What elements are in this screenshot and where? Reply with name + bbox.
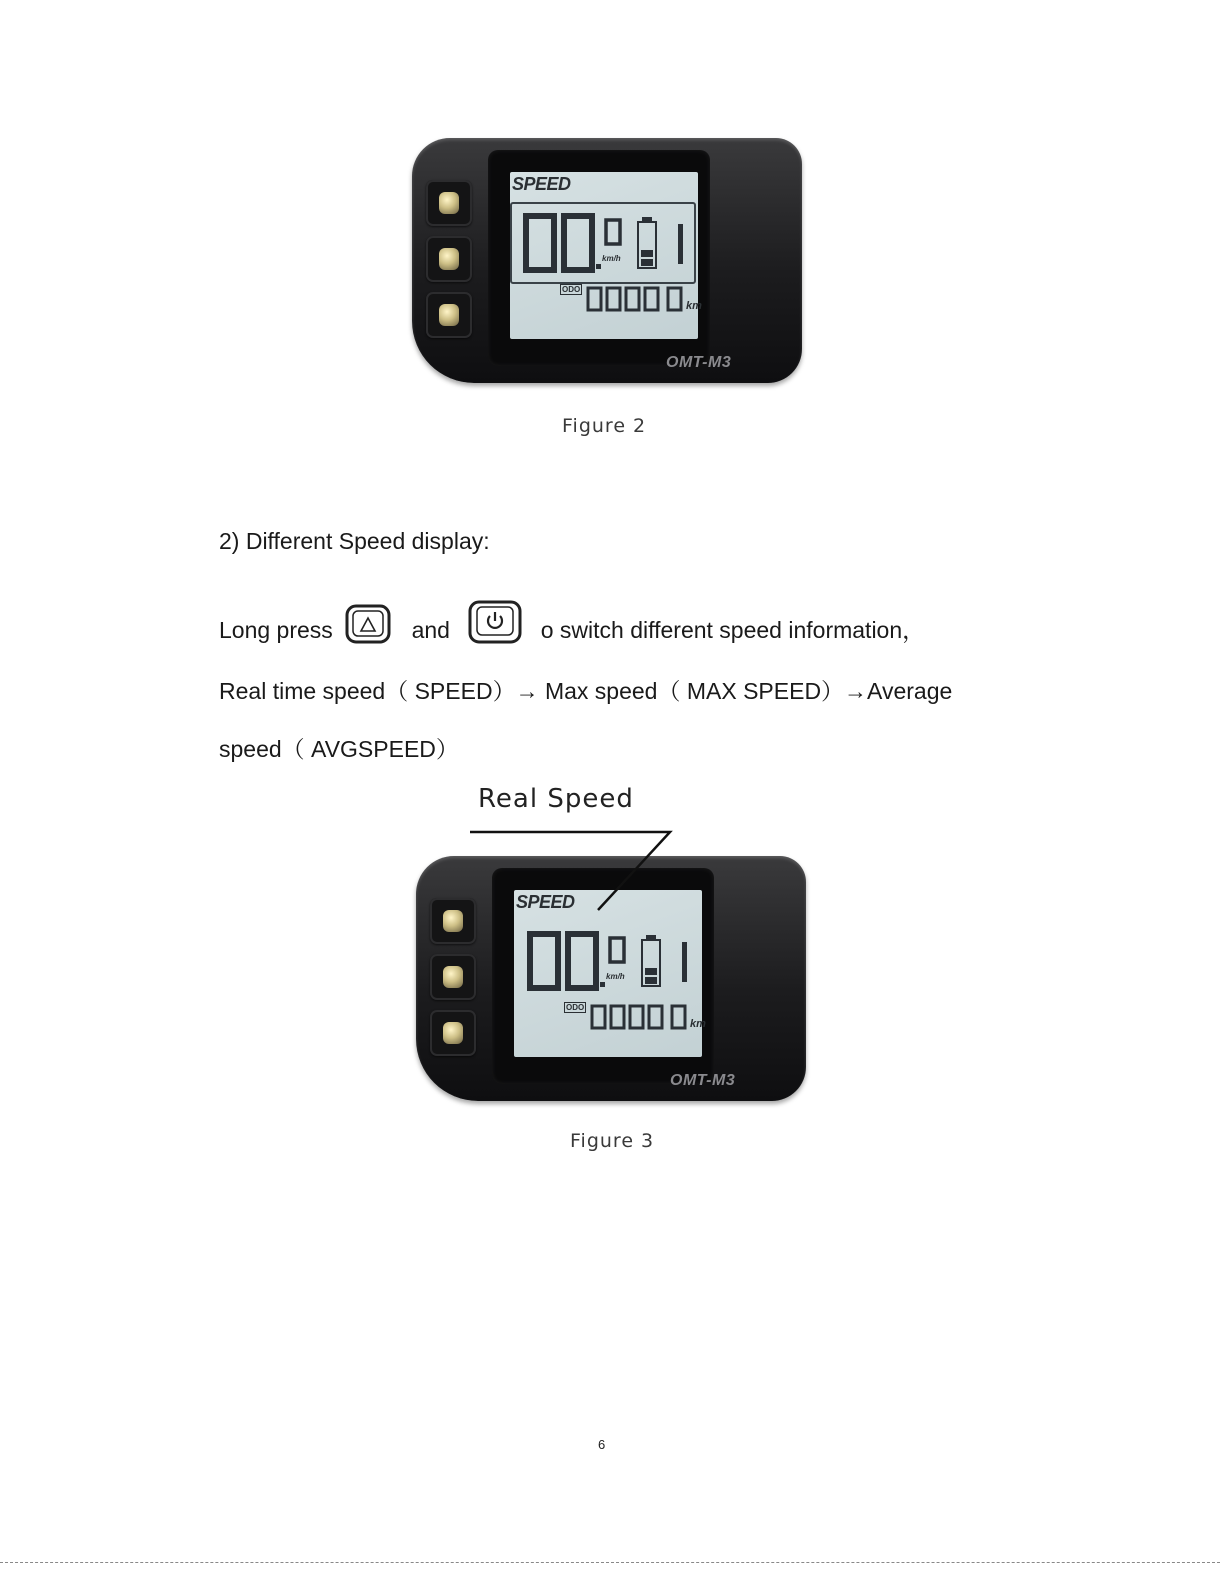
- footer-rule: [0, 1562, 1220, 1563]
- lcd-speed-digits: [524, 930, 694, 998]
- odo-unit-label: km: [686, 300, 702, 312]
- instruction-line-2: Real time speed（ SPEED）→ Max speed（ MAX SPEED）→Average: [219, 678, 953, 704]
- odo-digits: [590, 1004, 690, 1030]
- line1-text-b: o switch different speed information，: [540, 617, 926, 643]
- up-triangle-button-icon: [345, 604, 391, 646]
- figure2-caption: Figure 2: [562, 415, 647, 437]
- figure3-caption: Figure 3: [570, 1130, 655, 1152]
- model-label: OMT-M3: [670, 1072, 736, 1089]
- power-button-icon: [468, 600, 524, 642]
- lcd-screen: [510, 172, 702, 339]
- lcd-screen: [514, 890, 706, 1057]
- device-button-top: [430, 898, 476, 944]
- odo-label: ODO: [562, 285, 581, 294]
- page-number: 6: [598, 1437, 606, 1452]
- section-heading: 2) Different Speed display:: [219, 528, 490, 554]
- line1-text-a: Long press: [219, 617, 333, 643]
- odo-label: ODO: [566, 1003, 585, 1012]
- lcd-mode-label: SPEED: [516, 892, 575, 912]
- line1-text-and: and: [411, 617, 450, 643]
- instruction-line-3: speed（ AVGSPEED）: [219, 736, 459, 762]
- figure2-display-device: [412, 138, 802, 383]
- lcd-mode-label: SPEED: [512, 174, 571, 194]
- speed-unit-label: km/h: [602, 254, 621, 263]
- odo-unit-label: km: [690, 1018, 706, 1030]
- device-button-middle: [430, 954, 476, 1000]
- real-speed-callout: Real Speed: [478, 784, 634, 814]
- device-button-bottom: [426, 292, 472, 338]
- lcd-speed-digits: [520, 212, 690, 280]
- speed-unit-label: km/h: [606, 972, 625, 981]
- device-button-bottom: [430, 1010, 476, 1056]
- model-label: OMT-M3: [666, 354, 732, 371]
- figure3-display-device: [416, 856, 806, 1101]
- device-button-top: [426, 180, 472, 226]
- device-button-middle: [426, 236, 472, 282]
- odo-digits: [586, 286, 686, 312]
- instruction-line-1: [219, 600, 925, 646]
